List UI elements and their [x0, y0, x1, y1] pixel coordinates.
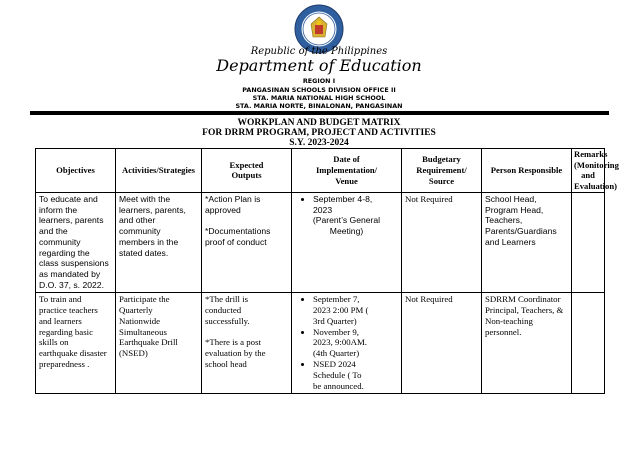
header-remarks: Remarks (Monitoring and Evaluation) [572, 149, 605, 193]
header-objectives: Objectives [36, 149, 116, 193]
document-subtitle: FOR DRRM PROGRAM, PROJECT AND ACTIVITIES [202, 128, 436, 138]
table-row [36, 192, 605, 292]
header-person: Person Responsible [482, 149, 572, 193]
cell-person: School Head, Program Head, Teachers, Parents/Guardians and Learners [482, 192, 572, 292]
header-date: Date of Implementation/ Venue [292, 149, 402, 193]
header-budget: Budgetary Requirement/ Source [402, 149, 482, 193]
republic-line: Republic of the Philippines [250, 46, 388, 57]
workplan-table [35, 148, 619, 394]
list-item: • November 9, 2023, 9:00AM. (4th Quarter) [313, 327, 398, 360]
header-activities: Activities/Strategies [116, 149, 202, 193]
school-year: S.Y. 2023-2024 [289, 138, 349, 148]
cell-remarks [572, 192, 605, 292]
table-row [36, 292, 605, 394]
document-title: WORKPLAN AND BUDGET MATRIX [237, 118, 401, 128]
cell-budget: Not Required [402, 292, 482, 394]
cell-budget: Not Required [402, 192, 482, 292]
cell-activities: Meet with the learners, parents, and other community members in the stated dates. [116, 192, 202, 292]
region-line: REGION I [302, 77, 336, 85]
cell-remarks [572, 292, 605, 394]
date-list [295, 194, 398, 215]
cell-activities: Participate the Quarterly Nationwide Simultaneous Earthquake Drill (NSED) [116, 292, 202, 394]
list-item: • September 4-8, 2023 [313, 194, 398, 215]
table-header-row [36, 149, 605, 193]
cell-date [292, 292, 402, 394]
school-address: STA. MARIA NORTE, BINALONAN, PANGASINAN [235, 102, 403, 110]
header-outputs: Expected Outputs [202, 149, 292, 193]
cell-person: SDRRM Coordinator Principal, Teachers, & Non-teaching personnel. [482, 292, 572, 394]
list-item: • NSED 2024 Schedule ( To be announced. [313, 359, 398, 392]
division-line: PANGASINAN SCHOOLS DIVISION OFFICE II [242, 86, 396, 94]
header-divider [30, 111, 609, 115]
cell-objectives: To train and practice teachers and learners regarding basic skills on earthquake disaster preparedness . [36, 292, 116, 394]
cell-date: • September 4-8, 2023 (Parent’s General Meeting) [292, 192, 402, 292]
date-list [295, 294, 398, 393]
cell-outputs: *The drill is conducted successfully. *There is a post evaluation by the school head [202, 292, 292, 394]
cell-objectives: To educate and inform the learners, parents and the community regarding the class suspensions as mandated by D.O. 37, s. 2022. [36, 192, 116, 292]
department-name: Department of Education [216, 56, 422, 75]
cell-outputs: *Action Plan is approved *Documentations proof of conduct [202, 192, 292, 292]
school-name: STA. MARIA NATIONAL HIGH SCHOOL [252, 94, 386, 102]
list-item: • September 7, 2023 2:00 PM ( 3rd Quarter) [313, 294, 398, 327]
